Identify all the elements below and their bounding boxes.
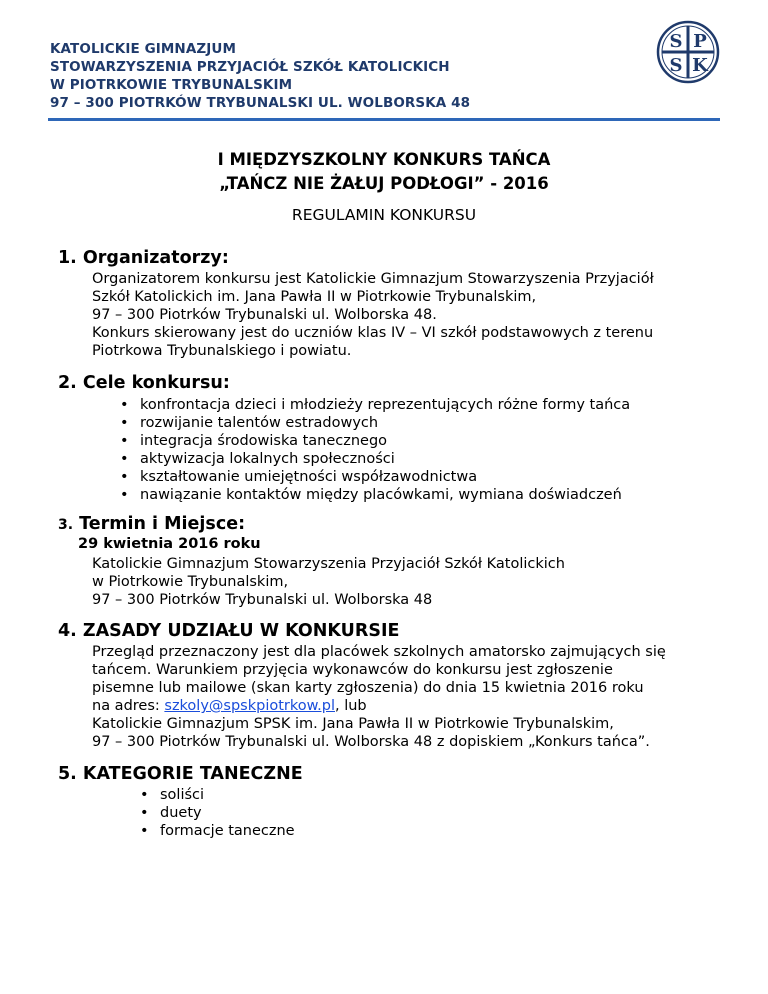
paragraph-line: Piotrkowa Trybunalskiego i powiatu.: [92, 343, 352, 359]
list-item: • duety: [140, 804, 295, 822]
section-number: 5.: [58, 764, 77, 784]
section-heading-organizers: [58, 248, 229, 268]
section-title: Cele konkursu:: [82, 373, 230, 393]
list-item: • nawiązanie kontaktów między placówkami, wymiana doświadczeń: [120, 486, 630, 504]
document-subtitle: REGULAMIN KONKURSU: [291, 206, 477, 224]
document-title: [0, 148, 768, 196]
paragraph-line: 97 – 300 Piotrków Trybunalski ul. Wolborska 48 z dopiskiem „Konkurs tańca”.: [92, 734, 650, 750]
section-number: 3.: [58, 517, 74, 533]
logo-letter: S: [669, 55, 683, 76]
letterhead-line: STOWARZYSZENIA PRZYJACIÓŁ SZKÓŁ KATOLICKICH: [50, 59, 450, 75]
title-line: I MIĘDZYSZKOLNY KONKURS TAŃCA: [217, 150, 551, 169]
spsk-logo: [656, 20, 720, 84]
section-number: 4.: [58, 621, 77, 641]
section-title: Termin i Miejsce:: [79, 514, 246, 534]
venue-paragraph: [92, 555, 565, 609]
list-item: • integracja środowiska tanecznego: [120, 432, 630, 450]
section-number: 2.: [58, 373, 77, 393]
address-suffix: , lub: [335, 698, 367, 714]
rules-paragraph: [92, 643, 666, 751]
list-item: • soliści: [140, 786, 295, 804]
letterhead-line: W PIOTRKOWIE TRYBUNALSKIM: [50, 77, 293, 93]
section-title: ZASADY UDZIAŁU W KONKURSIE: [82, 621, 400, 641]
organizers-paragraph: [92, 270, 654, 360]
list-item: • rozwijanie talentów estradowych: [120, 414, 630, 432]
title-line: „TAŃCZ NIE ŻAŁUJ PODŁOGI” - 2016: [219, 174, 549, 193]
list-item: • kształtowanie umiejętności współzawodnictwa: [120, 468, 630, 486]
list-item: • konfrontacja dzieci i młodzieży reprezentujących różne formy tańca: [120, 396, 630, 414]
event-date: 29 kwietnia 2016 roku: [78, 536, 261, 552]
letterhead: [50, 40, 610, 112]
goals-list: [120, 396, 630, 504]
paragraph-line: Szkół Katolickich im. Jana Pawła II w Piotrkowie Trybunalskim,: [92, 289, 537, 305]
section-heading-categories: [58, 764, 303, 784]
header-divider: [48, 118, 720, 121]
address-line: [92, 697, 666, 715]
logo-letter: P: [693, 31, 707, 52]
paragraph-line: pisemne lub mailowe (skan karty zgłoszenia) do dnia 15 kwietnia 2016 roku: [92, 680, 644, 696]
paragraph-line: tańcem. Warunkiem przyjęcia wykonawców do konkursu jest zgłoszenie: [92, 662, 613, 678]
section-heading-goals: [58, 373, 230, 393]
section-title: Organizatorzy:: [82, 248, 229, 268]
paragraph-line: 97 – 300 Piotrków Trybunalski ul. Wolborska 48.: [92, 307, 437, 323]
list-item: • formacje taneczne: [140, 822, 295, 840]
section-number: 1.: [58, 248, 77, 268]
paragraph-line: 97 – 300 Piotrków Trybunalski ul. Wolborska 48: [92, 592, 433, 608]
letterhead-line: KATOLICKIE GIMNAZJUM: [50, 41, 236, 57]
paragraph-line: w Piotrkowie Trybunalskim,: [92, 574, 289, 590]
address-prefix: na adres:: [92, 698, 165, 714]
letterhead-line: 97 – 300 PIOTRKÓW TRYBUNALSKI UL. WOLBORSKA 48: [50, 95, 471, 111]
logo-letter: K: [692, 55, 708, 76]
paragraph-line: Organizatorem konkursu jest Katolickie Gimnazjum Stowarzyszenia Przyjaciół: [92, 271, 654, 287]
section-title: KATEGORIE TANECZNE: [82, 764, 303, 784]
paragraph-line: Przegląd przeznaczony jest dla placówek szkolnych amatorsko zajmujących się: [92, 644, 666, 660]
paragraph-line: Konkurs skierowany jest do uczniów klas IV – VI szkół podstawowych z terenu: [92, 325, 654, 341]
list-item: • aktywizacja lokalnych społeczności: [120, 450, 630, 468]
section-heading-rules: [58, 621, 399, 641]
paragraph-line: Katolickie Gimnazjum Stowarzyszenia Przyjaciół Szkół Katolickich: [92, 556, 565, 572]
categories-list: [140, 786, 295, 840]
section-heading-date-place: [58, 514, 245, 534]
paragraph-line: Katolickie Gimnazjum SPSK im. Jana Pawła II w Piotrkowie Trybunalskim,: [92, 716, 614, 732]
logo-letter: S: [669, 31, 683, 52]
email-link[interactable]: szkoly@spskpiotrkow.pl: [164, 698, 335, 714]
